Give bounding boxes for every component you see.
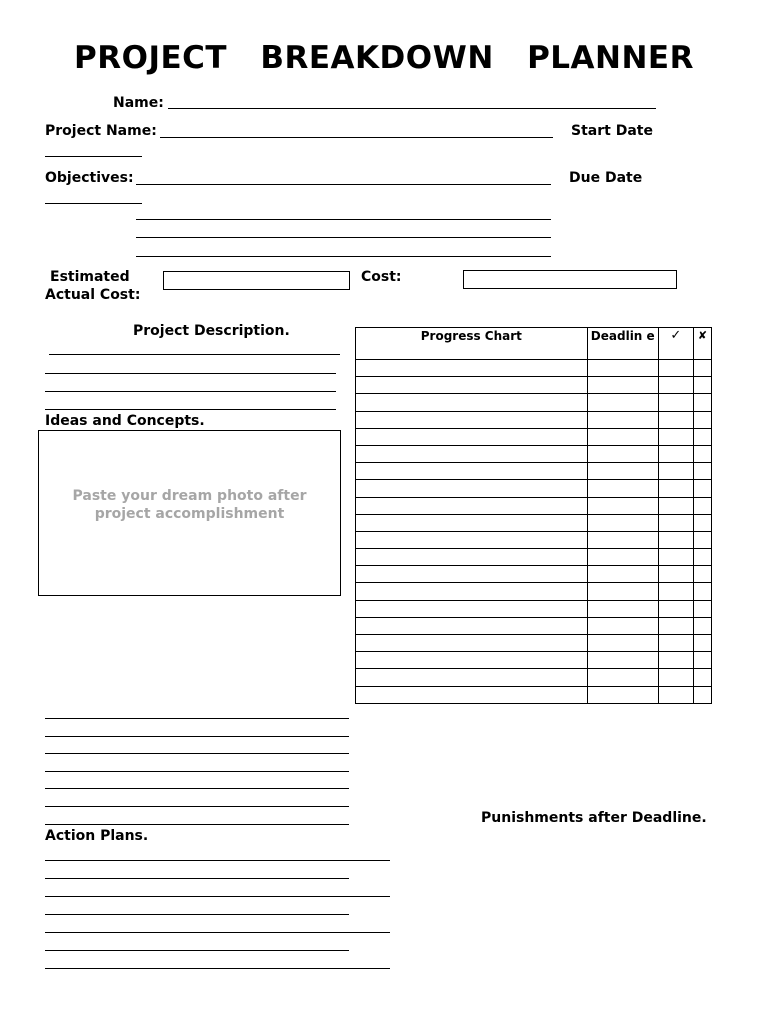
deadline-cell[interactable] [587, 514, 658, 531]
missed-checkbox-cell[interactable] [693, 549, 711, 566]
action-plan-line[interactable] [45, 950, 349, 951]
done-checkbox-cell[interactable] [658, 617, 693, 634]
photo-placeholder-box[interactable] [38, 430, 341, 596]
cost-label: Cost: [361, 269, 402, 285]
done-checkbox-cell[interactable] [658, 463, 693, 480]
table-row [356, 583, 712, 600]
task-cell[interactable] [356, 617, 588, 634]
table-row [356, 497, 712, 514]
done-checkbox-cell[interactable] [658, 669, 693, 686]
deadline-cell[interactable] [587, 480, 658, 497]
missed-checkbox-cell[interactable] [693, 583, 711, 600]
done-checkbox-cell[interactable] [658, 480, 693, 497]
table-row [356, 652, 712, 669]
missed-checkbox-cell[interactable] [693, 531, 711, 548]
done-checkbox-cell[interactable] [658, 411, 693, 428]
deadline-header: Deadlin e [587, 328, 658, 360]
done-checkbox-cell[interactable] [658, 635, 693, 652]
deadline-cell[interactable] [587, 445, 658, 462]
deadline-cell[interactable] [587, 669, 658, 686]
done-checkbox-cell[interactable] [658, 686, 693, 703]
task-cell[interactable] [356, 497, 588, 514]
due-date-field[interactable] [45, 203, 142, 204]
missed-checkbox-cell[interactable] [693, 497, 711, 514]
missed-checkbox-cell[interactable] [693, 617, 711, 634]
done-checkbox-cell[interactable] [658, 445, 693, 462]
table-row [356, 377, 712, 394]
notes-line[interactable] [45, 824, 349, 825]
task-cell[interactable] [356, 583, 588, 600]
start-date-label: Start Date [571, 123, 653, 139]
table-row [356, 549, 712, 566]
task-cell[interactable] [356, 549, 588, 566]
task-cell[interactable] [356, 428, 588, 445]
table-row [356, 360, 712, 377]
task-cell[interactable] [356, 531, 588, 548]
table-row [356, 463, 712, 480]
estimated-cost-input[interactable] [163, 271, 350, 290]
table-row [356, 480, 712, 497]
objectives-label: Objectives: [45, 170, 134, 186]
missed-checkbox-cell[interactable] [693, 686, 711, 703]
task-cell[interactable] [356, 360, 588, 377]
name-label: Name: [113, 95, 164, 111]
missed-checkbox-cell[interactable] [693, 377, 711, 394]
action-plans-heading: Action Plans. [45, 828, 149, 844]
deadline-cell[interactable] [587, 428, 658, 445]
cost-input[interactable] [463, 270, 677, 289]
table-row [356, 600, 712, 617]
due-date-label: Due Date [569, 170, 643, 186]
deadline-cell[interactable] [587, 463, 658, 480]
table-row [356, 635, 712, 652]
notes-line[interactable] [45, 788, 349, 789]
description-line[interactable] [45, 409, 336, 410]
deadline-cell[interactable] [587, 686, 658, 703]
table-row [356, 617, 712, 634]
task-cell[interactable] [356, 480, 588, 497]
deadline-cell[interactable] [587, 497, 658, 514]
deadline-cell[interactable] [587, 411, 658, 428]
objectives-field-4[interactable] [136, 256, 551, 257]
notes-line[interactable] [45, 718, 349, 719]
table-row [356, 445, 712, 462]
description-line[interactable] [45, 373, 336, 374]
start-date-field[interactable] [45, 156, 142, 157]
table-row [356, 669, 712, 686]
notes-line[interactable] [45, 736, 349, 737]
task-cell[interactable] [356, 686, 588, 703]
missed-checkbox-cell[interactable] [693, 360, 711, 377]
notes-line[interactable] [45, 753, 349, 754]
objectives-field-3[interactable] [136, 237, 551, 238]
action-plan-line[interactable] [45, 968, 390, 969]
table-row [356, 428, 712, 445]
done-checkbox-cell[interactable] [658, 360, 693, 377]
action-plan-line[interactable] [45, 896, 390, 897]
actual-cost-label: Actual Cost: [45, 287, 141, 303]
description-line[interactable] [45, 391, 336, 392]
deadline-cell[interactable] [587, 600, 658, 617]
table-row [356, 531, 712, 548]
task-cell[interactable] [356, 394, 588, 411]
done-checkbox-cell[interactable] [658, 566, 693, 583]
project-description-heading: Project Description. [133, 323, 290, 339]
missed-checkbox-cell[interactable] [693, 445, 711, 462]
deadline-cell[interactable] [587, 617, 658, 634]
done-checkbox-cell[interactable] [658, 652, 693, 669]
missed-checkbox-cell[interactable] [693, 411, 711, 428]
done-checkbox-cell[interactable] [658, 394, 693, 411]
done-checkbox-cell[interactable] [658, 600, 693, 617]
task-cell[interactable] [356, 652, 588, 669]
task-cell[interactable] [356, 600, 588, 617]
deadline-cell[interactable] [587, 583, 658, 600]
missed-checkbox-cell[interactable] [693, 600, 711, 617]
task-cell[interactable] [356, 411, 588, 428]
deadline-cell[interactable] [587, 394, 658, 411]
task-cell[interactable] [356, 377, 588, 394]
page-title: PROJECT BREAKDOWN PLANNER [74, 40, 694, 76]
estimated-label: Estimated [50, 269, 130, 285]
table-row [356, 566, 712, 583]
missed-checkbox-cell[interactable] [693, 635, 711, 652]
table-row [356, 514, 712, 531]
task-cell[interactable] [356, 566, 588, 583]
progress-chart-table [355, 327, 712, 704]
action-plan-line[interactable] [45, 878, 349, 879]
deadline-cell[interactable] [587, 360, 658, 377]
ideas-concepts-heading: Ideas and Concepts. [45, 413, 205, 429]
deadline-cell[interactable] [587, 377, 658, 394]
missed-checkbox-cell[interactable] [693, 566, 711, 583]
task-cell[interactable] [356, 463, 588, 480]
action-plan-line[interactable] [45, 860, 390, 861]
table-header-row [356, 328, 712, 360]
task-cell[interactable] [356, 669, 588, 686]
description-line[interactable] [49, 354, 340, 355]
project-name-label: Project Name: [45, 123, 157, 139]
objectives-field-2[interactable] [136, 219, 551, 220]
photo-placeholder-text: Paste your dream photo after project accomplishment [72, 488, 307, 522]
check-icon: ✓ [658, 328, 693, 360]
objectives-field-1[interactable] [136, 184, 551, 185]
notes-line[interactable] [45, 806, 349, 807]
project-name-field[interactable] [160, 137, 553, 138]
table-row [356, 686, 712, 703]
task-cell[interactable] [356, 445, 588, 462]
missed-checkbox-cell[interactable] [693, 514, 711, 531]
deadline-cell[interactable] [587, 635, 658, 652]
action-plan-line[interactable] [45, 914, 349, 915]
done-checkbox-cell[interactable] [658, 549, 693, 566]
missed-checkbox-cell[interactable] [693, 463, 711, 480]
done-checkbox-cell[interactable] [658, 531, 693, 548]
missed-checkbox-cell[interactable] [693, 394, 711, 411]
missed-checkbox-cell[interactable] [693, 652, 711, 669]
task-cell[interactable] [356, 514, 588, 531]
deadline-cell[interactable] [587, 652, 658, 669]
action-plan-line[interactable] [45, 932, 390, 933]
task-cell[interactable] [356, 635, 588, 652]
deadline-cell[interactable] [587, 566, 658, 583]
progress-chart-header: Progress Chart [356, 328, 588, 360]
cross-icon: ✘ [693, 328, 711, 360]
punishments-heading: Punishments after Deadline. [481, 810, 707, 826]
table-row [356, 411, 712, 428]
done-checkbox-cell[interactable] [658, 428, 693, 445]
table-row [356, 394, 712, 411]
deadline-cell[interactable] [587, 549, 658, 566]
done-checkbox-cell[interactable] [658, 583, 693, 600]
name-field[interactable] [168, 108, 656, 109]
missed-checkbox-cell[interactable] [693, 428, 711, 445]
done-checkbox-cell[interactable] [658, 377, 693, 394]
done-checkbox-cell[interactable] [658, 514, 693, 531]
missed-checkbox-cell[interactable] [693, 480, 711, 497]
missed-checkbox-cell[interactable] [693, 669, 711, 686]
done-checkbox-cell[interactable] [658, 497, 693, 514]
deadline-cell[interactable] [587, 531, 658, 548]
notes-line[interactable] [45, 771, 349, 772]
